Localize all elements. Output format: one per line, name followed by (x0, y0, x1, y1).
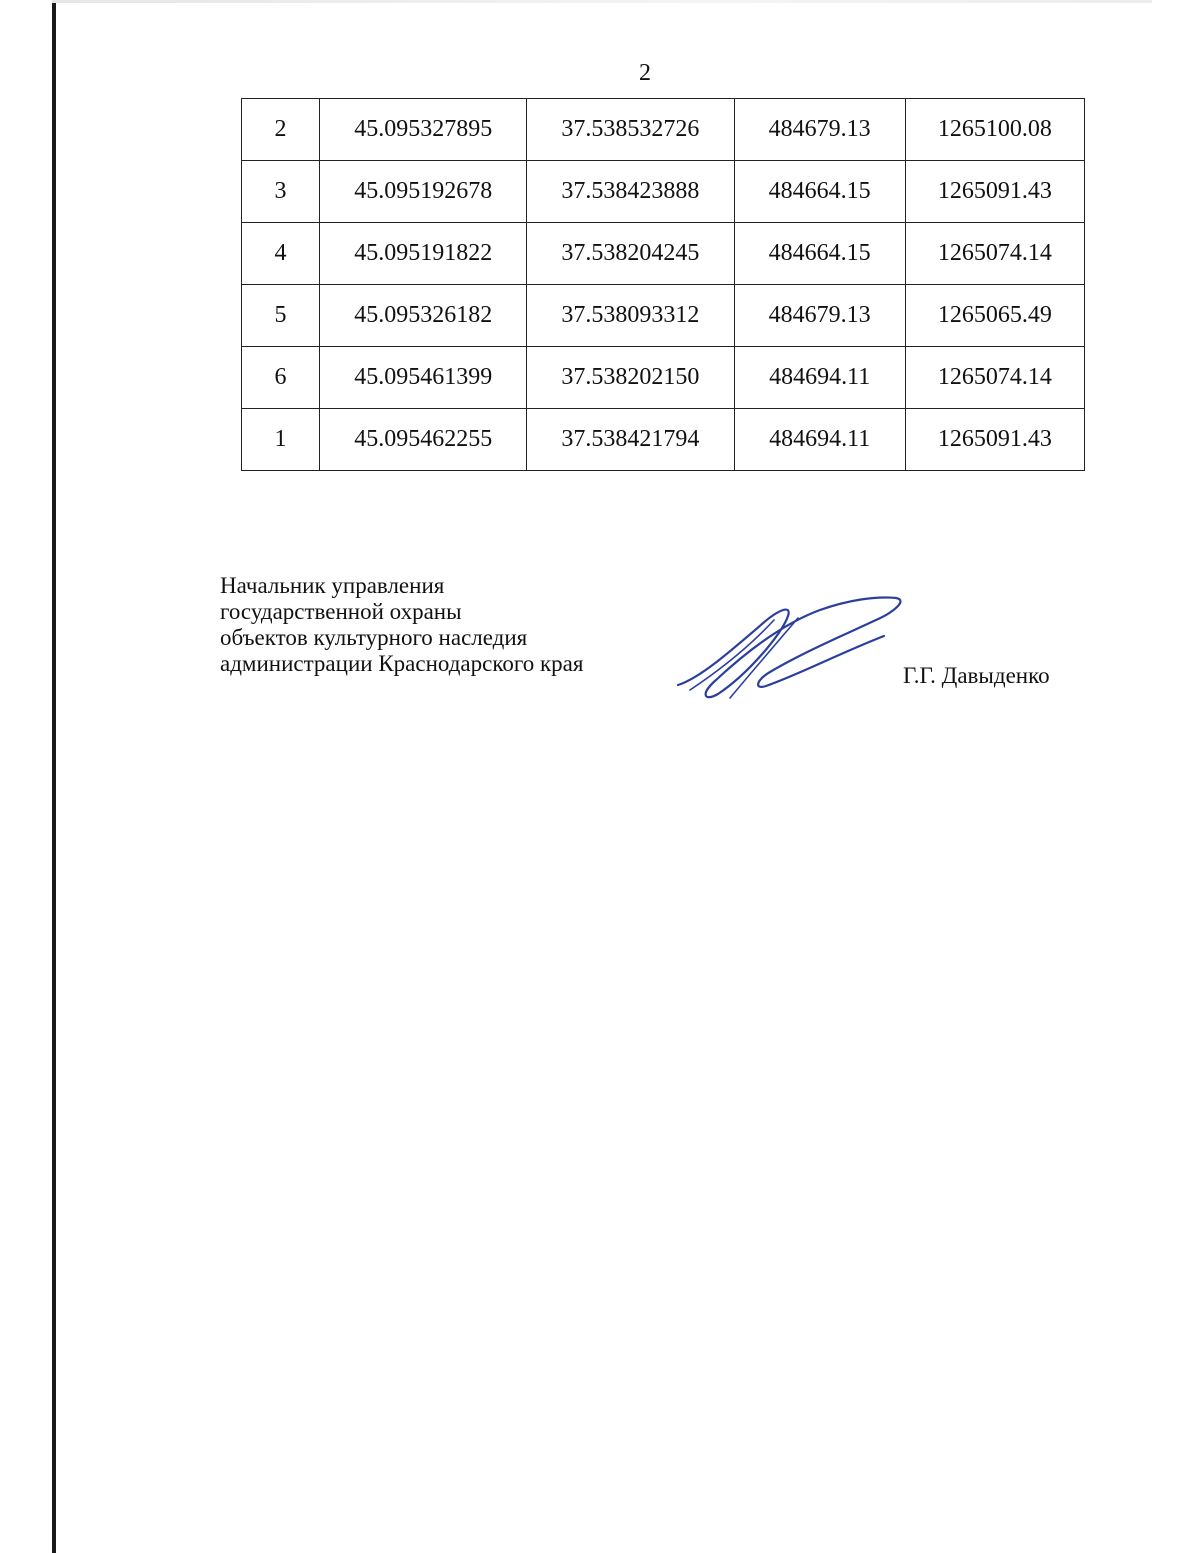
signature-stroke (678, 598, 900, 698)
x-coordinate-cell: 484694.11 (734, 347, 905, 409)
x-coordinate-cell: 484664.15 (734, 223, 905, 285)
latitude-cell: 45.095327895 (320, 99, 527, 161)
latitude-cell: 45.095192678 (320, 161, 527, 223)
position-line: Начальник управления (220, 573, 445, 598)
longitude-cell: 37.538202150 (527, 347, 734, 409)
position-line: администрации Краснодарского края (220, 651, 584, 676)
y-coordinate-cell: 1265074.14 (905, 223, 1084, 285)
x-coordinate-cell: 484664.15 (734, 161, 905, 223)
longitude-cell: 37.538093312 (527, 285, 734, 347)
longitude-cell: 37.538423888 (527, 161, 734, 223)
point-number-cell: 6 (242, 347, 320, 409)
signer-position (220, 573, 583, 677)
y-coordinate-cell: 1265100.08 (905, 99, 1084, 161)
scan-border-left (52, 0, 56, 1553)
coordinates-table (241, 98, 1085, 471)
longitude-cell: 37.538421794 (527, 409, 734, 471)
latitude-cell: 45.095191822 (320, 223, 527, 285)
point-number-cell: 3 (242, 161, 320, 223)
table-row (242, 285, 1085, 347)
x-coordinate-cell: 484679.13 (734, 99, 905, 161)
latitude-cell: 45.095462255 (320, 409, 527, 471)
position-line: государственной охраны (220, 599, 462, 624)
y-coordinate-cell: 1265074.14 (905, 347, 1084, 409)
table-row (242, 99, 1085, 161)
handwritten-signature (670, 590, 910, 710)
y-coordinate-cell: 1265065.49 (905, 285, 1084, 347)
position-line: объектов культурного наследия (220, 625, 528, 650)
y-coordinate-cell: 1265091.43 (905, 409, 1084, 471)
longitude-cell: 37.538532726 (527, 99, 734, 161)
table-row (242, 161, 1085, 223)
latitude-cell: 45.095461399 (320, 347, 527, 409)
table-row (242, 409, 1085, 471)
point-number-cell: 2 (242, 99, 320, 161)
point-number-cell: 4 (242, 223, 320, 285)
x-coordinate-cell: 484694.11 (734, 409, 905, 471)
latitude-cell: 45.095326182 (320, 285, 527, 347)
x-coordinate-cell: 484679.13 (734, 285, 905, 347)
table-row (242, 223, 1085, 285)
y-coordinate-cell: 1265091.43 (905, 161, 1084, 223)
point-number-cell: 1 (242, 409, 320, 471)
longitude-cell: 37.538204245 (527, 223, 734, 285)
point-number-cell: 5 (242, 285, 320, 347)
page-number: 2 (639, 60, 651, 86)
signer-name: Г.Г. Давыденко (903, 663, 1050, 688)
scan-border-top (52, 0, 1152, 3)
table-row (242, 347, 1085, 409)
